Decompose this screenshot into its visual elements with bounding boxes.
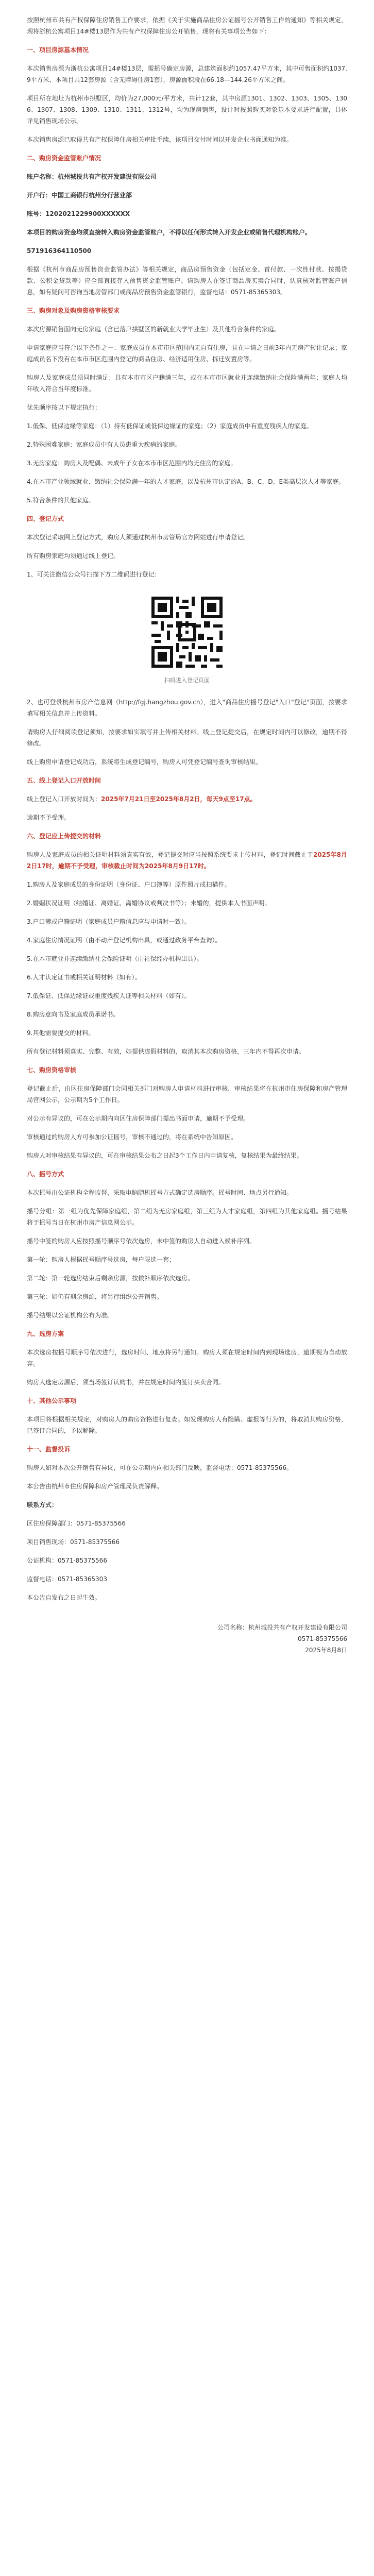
lottery-paragraph-7: 摇号结果以公证机构公布为准。 [27,1312,114,1319]
section-11-heading: 十一、监督投诉 [27,1446,71,1453]
account-bank-line [27,190,347,201]
contact-title: 联系方式： [27,1501,58,1509]
section-9-heading: 九、选房方案 [27,1330,64,1337]
signature-date: 2025年8月8日 [305,1647,347,1654]
account-number: 1202021229900XXXXXX [45,210,130,217]
section-2-heading: 二、购房资金监管账户情况 [27,155,101,162]
eligibility-paragraph-4: 优先顺序按以下规定执行： [27,404,101,411]
qr-code-image[interactable] [148,594,226,671]
account-name-line [27,171,347,182]
contact-line-4: 监督电话：0571-85365303 [27,1575,107,1583]
account-bank: 中国工商银行杭州分行营业部 [52,192,132,199]
section-3-heading: 三、购房对象及购房资格审核要求 [27,307,120,314]
lottery-paragraph-4: 第一轮：购房人根据摇号顺序号选房，每户限选一套； [27,1256,176,1263]
eligibility-paragraph-2: 申请家庭应当符合以下条件之一：家庭成员在本市市区范围内无自有住房，且在申请之日前3年内无房产转让记录；家庭成员名下没有在本市市区范围内登记的商品住房、经济适用住房、拆迁安置房等。 [27,344,347,363]
section-1-heading: 一、项目房源基本情况 [27,46,89,54]
register-paragraph-3: 请购房人仔细阅读登记须知，按要求如实填写并上传相关材料。线上登记提交后，在规定时间内可以修改，逾期不得修改。 [27,728,347,747]
contact-line-5: 本公告自发布之日起生效。 [27,1594,101,1601]
section-10-heading: 十、其他公示事项 [27,1397,77,1404]
section-5-heading: 五、线上登记入口开放时间 [27,777,101,784]
project-paragraph-3: 本次销售房源已取得共有产权保障住房相关审批手续，该项目交付时间以开发企业书面通知为准。 [27,136,293,143]
materials-item-1: 1.购房人及家庭成员的身份证明（身份证、户口簿等）原件照片或扫描件。 [27,881,231,888]
section-6-heading: 六、登记应上传提交的材料 [27,833,101,840]
materials-item-8: 8.购房意向书及家庭成员承诺书。 [27,1011,120,1018]
register-step-1: 1、可关注微信公众号扫描下方二维码进行登记： [27,571,161,578]
eligibility-item-4: 4.在本市产业领域就业、缴纳社会保险满一年的人才家庭，以及杭州市认定的A、B、C、D、E类高层次人才等家庭。 [27,478,345,485]
eligibility-item-3: 3.无房家庭：购房人及配偶、未成年子女在本市市区范围内均无住房的家庭。 [27,460,237,467]
register-step-2: 2、也可登录杭州市房产信息网（http://fgj.hangzhou.gov.cn），进入"商品住房摇号登记"入口"登记"页面，按要求填写相关信息并上传资料。 [27,699,347,717]
lottery-paragraph-3: 摇号中签的购房人应按照摇号顺序号依次选房，未中签的购房人自动进入候补序列。 [27,1238,256,1245]
account-note: 本项目的购房资金均须直接转入购房资金监管账户，不得以任何形式转入开发企业或销售代理机构账户。 [27,229,312,236]
materials-intro-text: 购房人及家庭成员的相关证明材料须真实有效，登记提交时应当按照系统要求上传材料，登记时间截止于 [27,851,313,858]
register-paragraph-4: 线上购房申请登记成功后，系统将生成登记编号，购房人可凭登记编号查询审核结果。 [27,758,262,766]
account-number-label: 账号： [27,210,46,217]
project-paragraph-2: 项目所在地址为杭州市拱墅区，均价为27,000元/平方米，共计12套，其中房源1301、1302、1303、1305、1306、1307、1308、1309、1310、1311、1312号，均为现房销售，设计时按照购买对象基本要求进行配置，具体详见销售现场公示。 [27,95,347,125]
contact-line-3: 公证机构：0571-85375566 [27,1557,107,1564]
register-paragraph-2: 所有购房家庭均须通过线上登记。 [27,552,120,560]
eligibility-item-1: 1.低保、低保边缘等家庭：（1）持有低保证或低保边缘证的家庭；（2）家庭成员中有重度残疾人的家庭。 [27,422,313,430]
materials-item-3: 3.户口簿或户籍证明（家庭成员户籍信息应与申请时一致）。 [27,918,191,925]
project-paragraph-1: 本次销售房源为浙杭公寓项目14#楼13层，需摇号确定房源，总建筑面积约1057.47平方米，其中可售面积约1037.9平方米，本项目共12套房源（含无障碍住房1套），房源面积段在66.18—144.26平方米之间。 [27,65,347,83]
materials-paragraph-2: 所有登记材料须真实、完整、有效，如提供虚假材料的，取消其本次购房资格，三年内不得再次申请。 [27,1048,305,1055]
section-4-heading: 四、登记方式 [27,515,64,522]
materials-item-6: 6.人才认定证书或相关证明材料（如有）。 [27,974,141,981]
eligibility-paragraph-1: 本次房源销售面向无房家庭（含已落户拱墅区的新就业大学毕业生）及其他符合条件的家庭。 [27,326,281,333]
qr-code-block [27,594,347,684]
account-number-line [27,208,347,219]
signature-block [27,1622,347,1656]
selection-paragraph-2: 购房人选定房源后，须当场签订认购书，并在规定时间内签订买卖合同。 [27,1379,225,1386]
signature-org: 公司名称：杭州城投共有产权开发建设有限公司 [217,1624,347,1631]
review-paragraph-2: 对公示有异议的，可在公示期内向区住房保障部门提出书面申请，逾期不予受理。 [27,1115,250,1122]
contact-line-2: 项目销售现场：0571-85375566 [27,1538,120,1546]
eligibility-paragraph-3: 购房人及家庭成员须同时满足：具有本市市区户籍满三年，或在本市市区就业并连续缴纳社会保险满两年；家庭人均年收入符合当年度标准。 [27,374,347,393]
account-name: 杭州城投共有产权开发建设有限公司 [58,173,157,180]
window-time: 2025年7月21日至2025年8月2日，每天9点至17点。 [101,795,257,803]
qr-caption: 扫码进入登记页面 [164,677,210,684]
supervision-paragraph-2: 本公告由杭州市住房保障和房产管理局负责解释。 [27,1483,163,1490]
window-label: 线上登记入口开放时间为： [27,795,101,803]
materials-item-9: 9.其他需要提交的材料。 [27,1029,95,1037]
lottery-paragraph-2: 摇号分组：第一组为优先保障家庭组，第二组为无房家庭组，第三组为人才家庭组，第四组为其他家庭组。摇号结果将于摇号当日在杭州市房产信息网公示。 [27,1208,347,1226]
materials-item-2: 2.婚姻状况证明（结婚证、离婚证、离婚协议或判决书等）；未婚的，提供本人书面声明。 [27,900,271,907]
lottery-paragraph-1: 本次摇号由公证机构全程监督，采取电脑随机摇号方式确定选房顺序。摇号时间、地点另行通知。 [27,1189,293,1196]
lottery-paragraph-5: 第二轮：第一轮选房结束后剩余房源，按候补顺序依次选房。 [27,1275,194,1282]
review-paragraph-4: 购房人对审核结果有异议的，可在审核结果公布之日起3个工作日内申请复核，复核结果为最终结果。 [27,1152,303,1159]
review-paragraph-3: 审核通过的购房人方可参加公证摇号，审核不通过的，将在系统中告知原因。 [27,1133,237,1141]
signature-tel: 0571-85375566 [298,1635,347,1642]
account-bank-label: 开户行： [27,192,52,199]
materials-item-4: 4.家庭住房情况证明（由不动产登记机构出具，或通过政务平台查询）。 [27,937,222,944]
contact-line-1: 区住房保障部门：0571-85375566 [27,1520,126,1527]
window-paragraph-2: 逾期不予受理。 [27,814,71,821]
intro-paragraph: 按照杭州市共有产权保障住房销售工作要求，依据《关于实施商品住房公证摇号公开销售工作的通知》等相关规定，现将浙杭公寓项目14#楼13层作为共有产权保障住房公开销售，现将有关事项公告如下： [27,16,347,35]
eligibility-item-2: 2.特殊困难家庭：家庭成员中有人员患重大疾病的家庭。 [27,441,181,448]
section-8-heading: 八、摇号方式 [27,1171,64,1178]
supervision-paragraph-1: 购房人如对本次公开销售有异议，可在公示期内向相关部门反映，监督电话：0571-85375566。 [27,1464,293,1471]
eligibility-item-5: 5.符合条件的其他家庭。 [27,497,95,504]
materials-item-7: 7.低保证、低保边缘证或重度残疾人证等相关材料（如有）。 [27,992,191,999]
section-7-heading: 七、购房资格审核 [27,1066,77,1074]
account-name-label: 账户名称： [27,173,58,180]
review-paragraph-1: 登记截止后，由区住房保障部门会同相关部门对购房人申请材料进行审核，审核结果将在杭州市住房保障和房产管理局官网公示，公示期为5个工作日。 [27,1085,347,1104]
window-line [27,793,347,805]
materials-intro [27,849,347,872]
materials-deadline: 2025年8月2日17时，逾期不予受理，审核截止时间为2025年8月9日17时。 [27,851,347,870]
other-paragraph-1: 本项目将根据相关规定，对购房人的购房资格进行复查。如发现购房人有隐瞒、虚报等行为的，将取消其购房资格，已签订合同的，予以解除。 [27,1416,347,1434]
account-number-2: 571916364110500 [27,247,92,255]
materials-item-5: 5.在本市就业并连续缴纳社会保险证明（由社保经办机构出具）。 [27,955,203,962]
selection-paragraph-1: 本次选房按摇号顺序号依次进行，选房时间、地点将另行通知。购房人须在规定时间内到现场选房，逾期视为自动放弃。 [27,1349,347,1367]
lottery-paragraph-6: 第三轮：如仍有剩余房源，将另行组织公开销售。 [27,1293,163,1300]
account-foot-paragraph: 根据《杭州市商品房预售资金监管办法》等相关规定，商品房预售资金（包括定金、首付款、一次性付款、按揭贷款、公积金贷款等）应全部直接存入预售资金监管账户。请购房人在签订商品房买卖合同时，认真核对监管账户信息，如有疑问可咨询当地房管部门或商品房预售资金监管银行，监督电话：0571-85365303。 [27,266,347,296]
register-paragraph-1: 本次登记采取网上登记方式，购房人须通过杭州市房管局官方网站进行申请登记。 [27,534,250,541]
